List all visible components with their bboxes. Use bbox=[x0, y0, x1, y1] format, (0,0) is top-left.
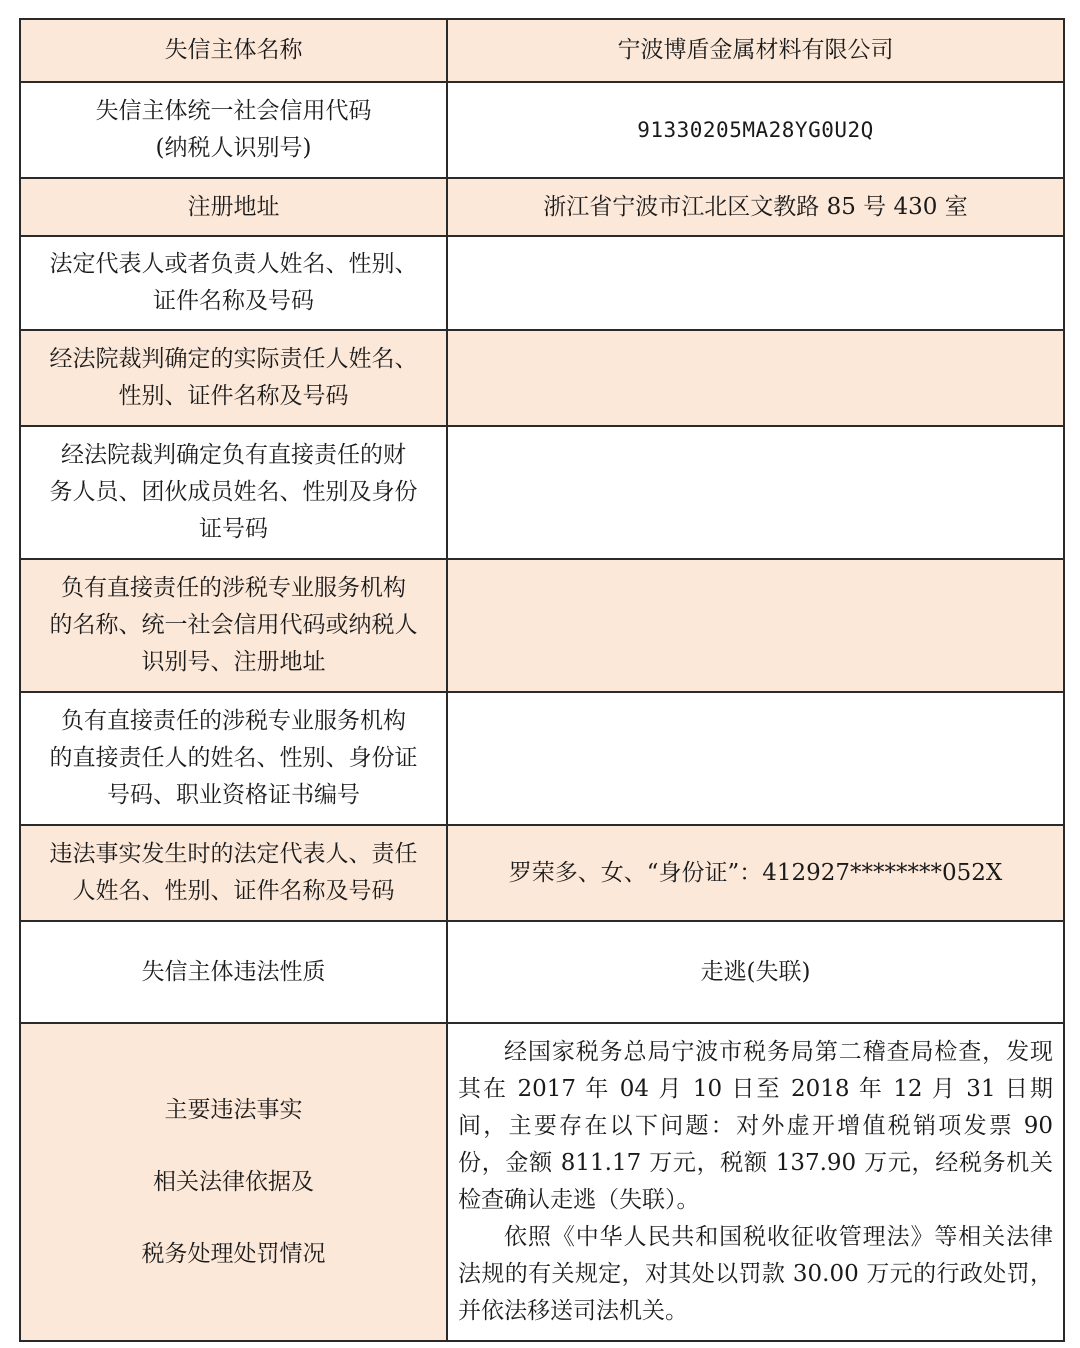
label-line: 负有直接责任的涉税专业服务机构 bbox=[61, 575, 406, 601]
value-legal-rep bbox=[447, 236, 1064, 330]
label-line: 负有直接责任的涉税专业服务机构 bbox=[61, 708, 406, 734]
row-entity-name bbox=[20, 19, 1064, 82]
label-violation-rep bbox=[20, 825, 447, 921]
value-credit-code: 91330205MA28YG0U2Q bbox=[447, 82, 1064, 178]
value-facts bbox=[447, 1023, 1064, 1341]
label-line: 证号码 bbox=[199, 516, 268, 542]
label-address: 注册地址 bbox=[20, 178, 447, 236]
label-nature: 失信主体违法性质 bbox=[20, 921, 447, 1023]
value-violation-rep: 罗荣多、女、“身份证”：412927********052X bbox=[447, 825, 1064, 921]
value-court-finance bbox=[447, 426, 1064, 559]
label-line: 违法事实发生时的法定代表人、责任 bbox=[49, 841, 418, 867]
row-credit-code bbox=[20, 82, 1064, 178]
label-entity-name: 失信主体名称 bbox=[20, 19, 447, 82]
label-line: 的名称、统一社会信用代码或纳税人 bbox=[49, 612, 418, 638]
label-court-responsible bbox=[20, 330, 447, 426]
label-line: 失信主体统一社会信用代码 bbox=[95, 98, 372, 124]
label-line: 号码、职业资格证书编号 bbox=[107, 782, 360, 808]
disclosure-table bbox=[19, 18, 1065, 1342]
row-violation-rep bbox=[20, 825, 1064, 921]
label-line: 相关法律依据及 bbox=[153, 1169, 314, 1195]
label-line: 人姓名、性别、证件名称及号码 bbox=[72, 878, 395, 904]
label-agency-person bbox=[20, 692, 447, 825]
value-entity-name: 宁波博盾金属材料有限公司 bbox=[447, 19, 1064, 82]
label-line: 识别号、注册地址 bbox=[141, 649, 326, 675]
row-address bbox=[20, 178, 1064, 236]
row-agency bbox=[20, 559, 1064, 692]
facts-paragraph: 经国家税务总局宁波市税务局第二稽查局检查，发现其在 2017 年 04 月 10 日至 2018 年 12 月 31 日期间，主要存在以下问题：对外虚开增值税销项发票 90 份，金额 811.17 万元，税额 137.90 万元，经税务机关检查确认走逃（失联）。 bbox=[458, 1039, 1053, 1213]
label-line: 经法院裁判确定负有直接责任的财 bbox=[61, 442, 406, 468]
penalty-paragraph: 依照《中华人民共和国税收征收管理法》等相关法律法规的有关规定，对其处以罚款 30.00 万元的行政处罚，并依法移送司法机关。 bbox=[458, 1224, 1053, 1324]
label-legal-rep bbox=[20, 236, 447, 330]
row-nature bbox=[20, 921, 1064, 1023]
label-line: 务人员、团伙成员姓名、性别及身份 bbox=[49, 479, 418, 505]
row-court-finance bbox=[20, 426, 1064, 559]
row-court-responsible bbox=[20, 330, 1064, 426]
value-nature: 走逃(失联) bbox=[447, 921, 1064, 1023]
label-line: 的直接责任人的姓名、性别、身份证 bbox=[49, 745, 418, 771]
value-court-responsible bbox=[447, 330, 1064, 426]
label-line: (纳税人识别号) bbox=[155, 135, 312, 161]
label-line: 法定代表人或者负责人姓名、性别、 bbox=[49, 251, 418, 277]
row-agency-person bbox=[20, 692, 1064, 825]
row-facts bbox=[20, 1023, 1064, 1341]
value-agency bbox=[447, 559, 1064, 692]
label-court-finance bbox=[20, 426, 447, 559]
label-line: 税务处理处罚情况 bbox=[141, 1241, 326, 1267]
label-credit-code bbox=[20, 82, 447, 178]
value-address: 浙江省宁波市江北区文教路 85 号 430 室 bbox=[447, 178, 1064, 236]
label-line: 证件名称及号码 bbox=[153, 288, 314, 314]
label-line: 主要违法事实 bbox=[164, 1097, 303, 1123]
label-line: 经法院裁判确定的实际责任人姓名、 bbox=[49, 346, 418, 372]
label-facts bbox=[20, 1023, 447, 1341]
label-agency bbox=[20, 559, 447, 692]
value-agency-person bbox=[447, 692, 1064, 825]
row-legal-rep bbox=[20, 236, 1064, 330]
label-line: 性别、证件名称及号码 bbox=[118, 383, 349, 409]
